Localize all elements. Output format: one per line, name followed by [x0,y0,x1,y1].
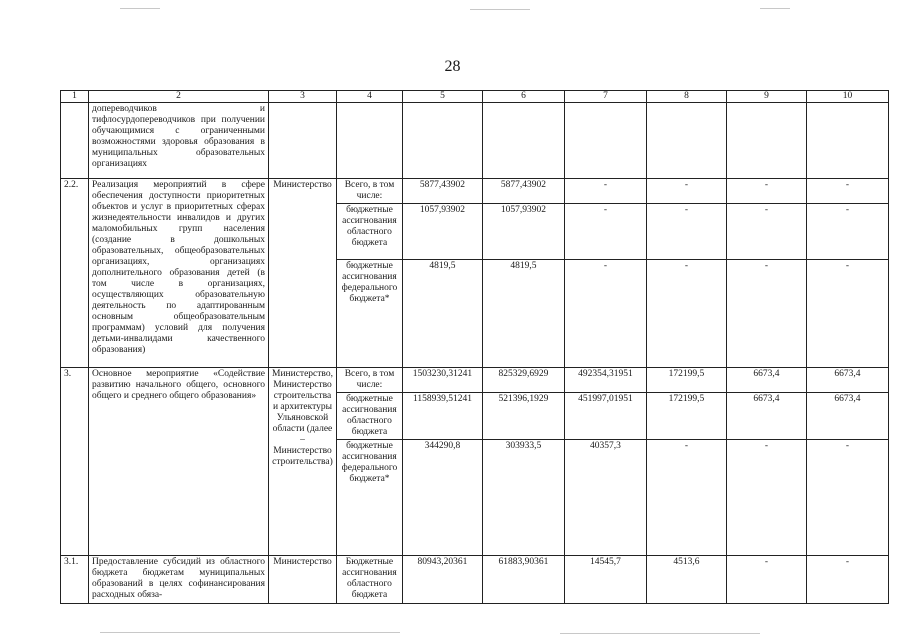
column-header: 9 [726,91,806,103]
value-cell: - [646,440,726,556]
column-number-row [61,91,889,103]
column-header: 1 [61,91,89,103]
value-cell: 492354,31951 [564,368,646,393]
scan-noise [470,9,530,10]
funding-source: бюджетные ассигнования федерального бюджета* [336,260,402,368]
value-cell: 40357,3 [564,440,646,556]
value-cell: 825329,6929 [482,368,564,393]
value-cell: - [806,556,888,604]
page-number: 28 [444,58,461,75]
value-cell: 4819,5 [402,260,482,368]
funding-source: бюджетные ассигнования областного бюджета [336,393,402,440]
funding-source: бюджетные ассигнования федерального бюджета* [336,440,402,556]
scan-noise [560,633,760,634]
row-description: Предоставление субсидий из областного бюджета бюджетам муниципальных образований в целях софинансирования расходных обяза- [89,556,269,604]
value-cell: - [806,204,888,260]
value-cell: 303933,5 [482,440,564,556]
column-header: 2 [89,91,269,103]
value-cell: - [646,204,726,260]
scan-noise [100,632,400,633]
value-cell: - [564,260,646,368]
row-description: допереводчиков и тифлосурдопереводчиков при получении обучающимися с ограниченными возможностями здоровья образования в муниципальных образовательных организациях [89,103,269,179]
value-cell: 1503230,31241 [402,368,482,393]
scan-noise [120,8,160,9]
column-header: 4 [336,91,402,103]
value-cell: 344290,8 [402,440,482,556]
funding-source: Всего, в том числе: [336,368,402,393]
row-number: 2.2. [61,179,89,368]
value-cell: - [806,179,888,204]
row-number: 3. [61,368,89,556]
value-cell: 80943,20361 [402,556,482,604]
value-cell: 1057,93902 [482,204,564,260]
value-cell: - [726,440,806,556]
value-cell: 5877,43902 [482,179,564,204]
value-cell: - [726,179,806,204]
value-cell: 6673,4 [806,368,888,393]
row-responsible: Министерство, Министерство строительства и архитектуры Ульяновской области (далее – Министерство строительства) [269,368,337,556]
row-responsible: Министерство [269,179,337,368]
value-cell: 4819,5 [482,260,564,368]
value-cell: - [564,179,646,204]
funding-source: бюджетные ассигнования областного бюджета [336,204,402,260]
column-header: 5 [402,91,482,103]
budget-table [60,90,889,604]
funding-source: Бюджетные ассигнования областного бюджета [336,556,402,604]
value-cell: 172199,5 [646,393,726,440]
value-cell: 14545,7 [564,556,646,604]
table-row [61,368,889,393]
row-number: 3.1. [61,556,89,604]
row-description: Реализация мероприятий в сфере обеспечения доступности приоритетных объектов и услуг в приоритетных сферах жизнедеятельности инвалидов и других маломобильных групп населения (создание в дошкольных образовательных, общеобразовательных организациях, организациях дополнительного образования детей (в том числе в организациях, осуществляющих образовательную деятельность по адаптированным основным общеобразовательным программам) условий для получения детьми-инвалидами качественного образования) [89,179,269,368]
column-header: 6 [482,91,564,103]
table-row [61,179,889,204]
value-cell: - [564,204,646,260]
column-header: 8 [646,91,726,103]
value-cell: 6673,4 [806,393,888,440]
value-cell: - [646,179,726,204]
row-description: Основное мероприятие «Содействие развитию начального общего, основного общего и среднего общего образования» [89,368,269,556]
value-cell: 4513,6 [646,556,726,604]
value-cell: - [806,260,888,368]
value-cell: 1158939,51241 [402,393,482,440]
value-cell: - [806,440,888,556]
value-cell: 61883,90361 [482,556,564,604]
value-cell: 521396,1929 [482,393,564,440]
value-cell: 6673,4 [726,393,806,440]
value-cell: 5877,43902 [402,179,482,204]
value-cell: 451997,01951 [564,393,646,440]
value-cell: 1057,93902 [402,204,482,260]
value-cell: - [726,260,806,368]
column-header: 3 [269,91,337,103]
column-header: 7 [564,91,646,103]
scan-noise [760,8,790,9]
value-cell: 172199,5 [646,368,726,393]
continuation-row [61,103,889,179]
table-row [61,556,889,604]
funding-source: Всего, в том числе: [336,179,402,204]
value-cell: - [646,260,726,368]
value-cell: 6673,4 [726,368,806,393]
value-cell: - [726,204,806,260]
column-header: 10 [806,91,888,103]
row-responsible: Министерство [269,556,337,604]
value-cell: - [726,556,806,604]
